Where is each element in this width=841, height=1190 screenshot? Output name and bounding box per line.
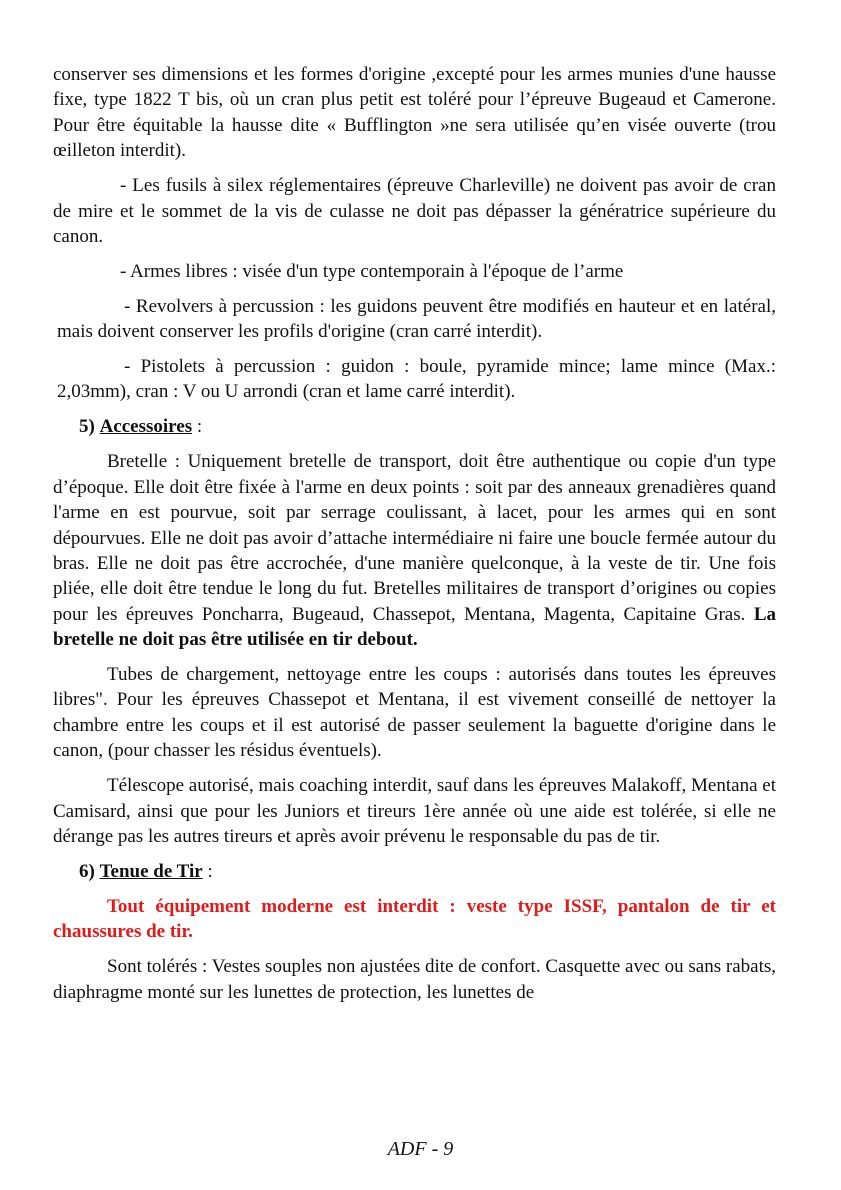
paragraph-fusils-silex: - Les fusils à silex réglementaires (épreuve Charleville) ne doivent pas avoir de cran de mire et le sommet de la vis de culasse ne doit pas dépasser la génératrice supérieure du canon. bbox=[53, 175, 776, 247]
paragraph-telescope: Télescope autorisé, mais coaching interdit, sauf dans les épreuves Malakoff, Mentana et Camisard, ainsi que pour les Juniors et tireurs 1ère année où une aide est tolérée, si elle ne dérange pas les autres tireurs et après avoir prévenu le responsable du pas de tir. bbox=[53, 775, 776, 847]
section-number: 5) bbox=[79, 416, 95, 438]
bretelle-bold-rule: La bretelle ne doit pas être utilisée en tir debout. bbox=[53, 603, 777, 651]
paragraph-equipement-interdit: Tout équipement moderne est interdit : veste type ISSF, pantalon de tir et chaussures de tir. bbox=[53, 895, 776, 943]
section-title: Tenue de Tir bbox=[99, 860, 203, 882]
paragraph-tubes-chargement: Tubes de chargement, nettoyage entre les coups : autorisés dans toutes les épreuves libres". Pour les épreuves Chassepot et Mentana, il est vivement conseillé de nettoyer la chambre entre les coups et il est autorisé de passer seulement la baguette d'origine dans le canon, (pour chasser les résidus éventuels). bbox=[53, 664, 776, 762]
paragraph-pistolets: - Pistolets à percussion : guidon : boule, pyramide mince; lame mince (Max.: 2,03mm), cran : V ou U arrondi (cran et lame carré interdit). bbox=[57, 356, 776, 403]
section-suffix: : bbox=[202, 860, 213, 882]
section-suffix: : bbox=[192, 416, 203, 438]
section-heading-accessoires bbox=[79, 414, 776, 439]
paragraph-revolvers: - Revolvers à percussion : les guidons peuvent être modifiés en hauteur et en latéral, mais doivent conserver les profils d'origine (cran carré interdit). bbox=[57, 295, 776, 343]
paragraph-armes-libres: - Armes libres : visée d'un type contemporain à l'époque de l’arme bbox=[120, 260, 624, 282]
page-footer: ADF - 9 bbox=[387, 1138, 454, 1160]
paragraph-tolerances: Sont tolérés : Vestes souples non ajustées dite de confort. Casquette avec ou sans rabats, diaphragme monté sur les lunettes de protection, les lunettes de bbox=[53, 956, 776, 1003]
section-title: Accessoires bbox=[99, 416, 193, 438]
document-page bbox=[53, 62, 776, 1014]
bretelle-text: Bretelle : Uniquement bretelle de transport, doit être authentique ou copie d'un type d’époque. Elle doit être fixée à l'arme en deux points : soit par des anneaux grenadières quand l'arme en est pourvue, soit par serrage coulissant, à lacet, pour les armes qui en sont dépourvues. Elle ne doit pas avoir d’attache intermédiaire ni faire une boucle fermée autour du bras. Elle ne doit pas être accrochée, d'une manière quelconque, à la veste de tir. Une fois pliée, elle doit être tendue le long du fut. Bretelles militaires de transport d’origines ou copies pour les épreuves Poncharra, Bugeaud, Chassepot, Mentana, Magenta, Capitaine Gras. bbox=[53, 451, 776, 625]
paragraph-hausse: conserver ses dimensions et les formes d'origine ,excepté pour les armes munies d'une hausse fixe, type 1822 T bis, où un cran plus petit est toléré pour l’épreuve Bugeaud et Camerone. Pour être équitable la hausse dite « Bufflington »ne sera utilisée qu’en visée ouverte (trou œilleton interdit). bbox=[53, 64, 776, 162]
paragraph-bretelle bbox=[53, 449, 776, 652]
section-number: 6) bbox=[79, 860, 95, 882]
section-heading-tenue-de-tir bbox=[79, 859, 776, 884]
